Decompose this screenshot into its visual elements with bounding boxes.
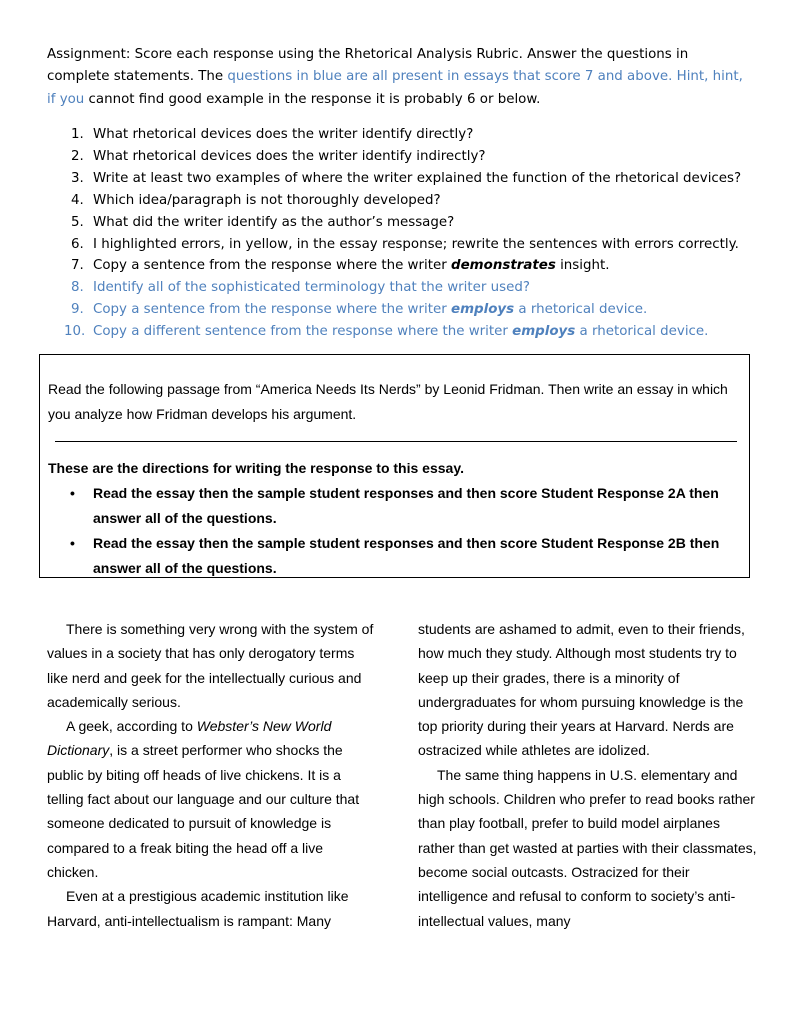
- directions-title: These are the directions for writing the response to this essay.: [48, 460, 464, 476]
- directions-item: • Read the essay then the sample student responses and then score Student Response 2B then answer all of the questions.: [48, 531, 738, 581]
- passage-paragraph: students are ashamed to admit, even to their friends, how much they study. Although most students try to keep up their grades, there is a minority of undergraduates for whom pursuing knowledge is the top priority during their years at Harvard. Nerds are ostracized while athletes are idolized.: [418, 621, 745, 759]
- directions-item: • Read the essay then the sample student responses and then score Student Response 2A then answer all of the questions.: [48, 481, 738, 531]
- passage-paragraph: A geek, according to Webster’s New World Dictionary, is a street performer who shocks the public by biting off heads of live chickens. It is a telling fact about our language and our culture that someone dedicated to pursuit of knowledge is compared to a freak biting the head off a live chicken.: [47, 718, 360, 880]
- passage-paragraph: Even at a prestigious academic institution like Harvard, anti-intellectualism is rampant: Many: [47, 888, 349, 929]
- question-item-blue: 10. Copy a different sentence from the response where the writer employs a rhetorical device.: [64, 324, 709, 340]
- intro-blue-text: questions in blue are all present in essays that score 7 and above. Hint, hint, if you: [47, 69, 743, 107]
- emphasis-word: employs: [451, 302, 515, 318]
- question-item: 4. Which idea/paragraph is not thoroughly developed?: [71, 192, 441, 208]
- passage-column-right: [418, 617, 758, 933]
- question-list: [47, 124, 767, 343]
- divider-line: [55, 441, 737, 442]
- prompt-box: [39, 354, 750, 578]
- bullet-icon: •: [70, 535, 75, 551]
- essay-prompt: Read the following passage from “America Needs Its Nerds” by Leonid Fridman. Then write an essay in which you analyze how Fridman develops his argument.: [48, 381, 728, 422]
- question-item: 3. Write at least two examples of where the writer explained the function of the rhetorical devices?: [71, 170, 742, 186]
- passage-column-left: [47, 617, 377, 933]
- passage-paragraph: The same thing happens in U.S. elementary and high schools. Children who prefer to read books rather than play football, prefer to build model airplanes rather than get wasted at parties with their classmates, become social outcasts. Ostracized for their intelligence and refusal to conform to society’s anti-intellectual values, many: [418, 766, 757, 929]
- directions-list: [48, 481, 738, 581]
- question-item: 2. What rhetorical devices does the writer identify indirectly?: [71, 148, 486, 164]
- emphasis-word: employs: [512, 324, 576, 340]
- bullet-icon: •: [70, 485, 75, 501]
- question-item: 1. What rhetorical devices does the writer identify directly?: [71, 127, 474, 142]
- question-item-blue: 8. Identify all of the sophisticated terminology that the writer used?: [71, 280, 530, 296]
- intro-text: Assignment: Score each response using the Rhetorical Analysis Rubric. Answer the questions in complete statements. The: [47, 47, 689, 85]
- intro-text-end: cannot find good example in the response it is probably 6 or below.: [84, 91, 541, 107]
- question-item: 5. What did the writer identify as the author’s message?: [71, 214, 455, 230]
- question-item: 7. Copy a sentence from the response where the writer demonstrates insight.: [71, 258, 610, 274]
- assignment-intro: [47, 44, 747, 111]
- emphasis-word: demonstrates: [451, 258, 556, 274]
- book-title: Webster’s New World Dictionary: [47, 718, 332, 759]
- question-item: 6. I highlighted errors, in yellow, in the essay response; rewrite the sentences with errors correctly.: [71, 236, 739, 252]
- directions: [48, 456, 738, 581]
- passage-paragraph: There is something very wrong with the system of values in a society that has only derogatory terms like nerd and geek for the intellectually curious and academically serious.: [47, 621, 374, 710]
- question-item-blue: 9. Copy a sentence from the response where the writer employs a rhetorical device.: [71, 302, 648, 318]
